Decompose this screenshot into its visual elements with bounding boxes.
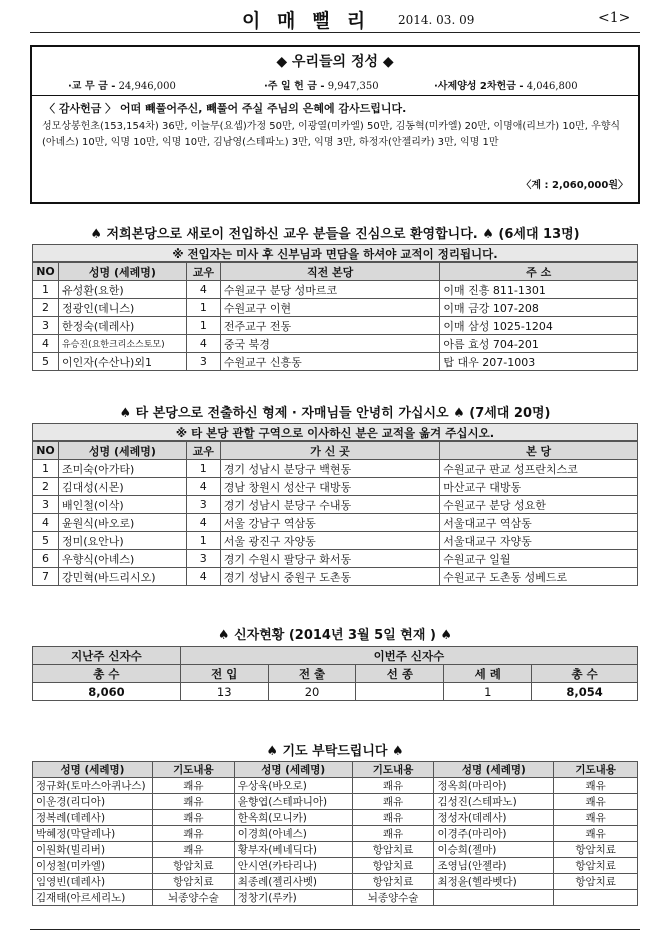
table-row: [33, 810, 638, 826]
donor-list: 성모상봉헌초(153,154차) 36만, 이늘무(요셉)가정 50만, 이광열(미카엘) 50만, 김동혁(미카엘) 20만, 이명애(리브가) 10만, 우향식(아녜스) 10만, 익명 10만, 익명 10만, 김남영(스테파노) 3만, 익명 3만, 하정자(안젤리카) 3만, 익명 1만: [42, 121, 621, 148]
column-header: 성명 (세례명): [33, 762, 153, 778]
table-cell: 쾌유: [554, 794, 638, 810]
table-cell: 1: [33, 460, 59, 478]
table-cell: 아름 효성 704-201: [440, 335, 638, 353]
column-header: 성명 (세례명): [434, 762, 554, 778]
table-cell: 쾌유: [352, 810, 434, 826]
table-cell: 1: [186, 299, 220, 317]
table-cell: 정성자(데레사): [434, 810, 554, 826]
table-cell: 박혜정(막달레나): [33, 826, 153, 842]
column-header: 세 례: [444, 665, 532, 683]
table-row: [33, 778, 638, 794]
table-cell: 임영빈(데레사): [33, 874, 153, 890]
page-number: <1>: [598, 10, 631, 26]
table-cell: 수원교구 일월: [440, 550, 638, 568]
table-cell: 쾌유: [152, 826, 234, 842]
table-cell: 항암치료: [152, 858, 234, 874]
table-row: [33, 478, 638, 496]
welcome-title: ♠ 저희본당으로 새로이 전입하신 교우 분들을 진심으로 환영합니다. ♠ (6세대 13명): [90, 227, 580, 242]
column-header: 총 수: [532, 665, 638, 683]
table-cell: 4: [186, 568, 220, 586]
column-header: 기도내용: [554, 762, 638, 778]
last-week-label: 지난주 신자수: [33, 647, 181, 665]
table-cell: 정창기(루카): [234, 890, 352, 906]
offering-label: ·주 일 헌 금 -: [264, 81, 325, 92]
table-cell: 4: [186, 514, 220, 532]
column-header: 본 당: [440, 442, 638, 460]
table-cell: 1: [186, 460, 220, 478]
column-header: 전 입: [180, 665, 268, 683]
table-cell: 전주교구 전동: [220, 317, 440, 335]
table-cell: 수원교구 판교 성프란치스코: [440, 460, 638, 478]
table-row: [33, 794, 638, 810]
table-cell: 이매 삼성 1025-1204: [440, 317, 638, 335]
table-cell: 5: [33, 353, 59, 371]
table-cell: 3: [186, 353, 220, 371]
column-header: 가 신 곳: [220, 442, 440, 460]
table-cell: 최종례(젤리사벳): [234, 874, 352, 890]
transfer-title: ♠ 타 본당으로 전출하신 형제 · 자매님들 안녕히 가십시오 ♠ (7세대 20명): [119, 406, 551, 421]
transfer-note: ※ 타 본당 관할 구역으로 이사하신 분은 교적을 옮겨 주십시오.: [32, 423, 638, 441]
table-cell: 쾌유: [352, 826, 434, 842]
column-header: 성명 (세례명): [58, 442, 186, 460]
table-row: [33, 353, 638, 371]
table-cell: 김성진(스테파노): [434, 794, 554, 810]
table-row: [33, 281, 638, 299]
welcome-note: ※ 전입자는 미사 후 신부님과 면담을 하셔야 교적이 정리됩니다.: [32, 244, 638, 262]
table-row: [33, 550, 638, 568]
table-cell: 4: [33, 335, 59, 353]
table-cell: 수원교구 신흥동: [220, 353, 440, 371]
table-cell: 탑 대우 207-1003: [440, 353, 638, 371]
offering-label: ·교 무 금 -: [68, 81, 116, 92]
believers-table: [32, 646, 638, 701]
table-row: [33, 496, 638, 514]
table-cell: 수원교구 분당 성마르코: [220, 281, 440, 299]
table-cell: 경남 창원시 성산구 대방동: [220, 478, 440, 496]
column-header: NO: [33, 442, 59, 460]
table-cell: 조영님(안젤라): [434, 858, 554, 874]
table-cell: 수원교구 이현: [220, 299, 440, 317]
offering-value: 4,046,800: [526, 81, 578, 92]
newsletter-title: 이 매 뻘 리: [242, 10, 371, 32]
column-header: NO: [33, 263, 59, 281]
table-cell: 쾌유: [152, 810, 234, 826]
table-row: [33, 842, 638, 858]
thanks-total: 〈계 : 2,060,000원〉: [521, 180, 628, 191]
table-cell: 서울 강남구 역삼동: [220, 514, 440, 532]
table-cell: 이경희(아녜스): [234, 826, 352, 842]
table-cell: [554, 890, 638, 906]
table-cell: 한옥희(모니카): [234, 810, 352, 826]
table-cell: 조미숙(아가타): [58, 460, 186, 478]
table-cell: 항암치료: [352, 842, 434, 858]
column-header: 성명 (세례명): [58, 263, 186, 281]
table-cell: 이원화(빌리버): [33, 842, 153, 858]
table-cell: 2: [33, 478, 59, 496]
offering-box: [30, 45, 640, 204]
table-cell: 항암치료: [554, 842, 638, 858]
table-cell: 김대성(시몬): [58, 478, 186, 496]
table-cell: 5: [33, 532, 59, 550]
table-cell: 뇌종양수술: [352, 890, 434, 906]
table-cell: 강민혁(바드리시오): [58, 568, 186, 586]
table-cell: 경기 수원시 팔당구 화서동: [220, 550, 440, 568]
table-cell: 1: [186, 317, 220, 335]
table-row: [33, 335, 638, 353]
stat-value: 20: [268, 683, 356, 701]
table-cell: 우향식(아녜스): [58, 550, 186, 568]
table-cell: 이경주(마리아): [434, 826, 554, 842]
table-cell: 정규화(토마스아퀴나스): [33, 778, 153, 794]
thanks-section: [32, 95, 638, 191]
column-header: 기도내용: [152, 762, 234, 778]
table-cell: 쾌유: [352, 794, 434, 810]
table-cell: 이성철(미카엘): [33, 858, 153, 874]
table-cell: 7: [33, 568, 59, 586]
table-cell: 4: [186, 281, 220, 299]
column-header: 전 출: [268, 665, 356, 683]
table-cell: 수원교구 도촌동 성베드로: [440, 568, 638, 586]
table-cell: 쾌유: [554, 810, 638, 826]
table-cell: 3: [186, 550, 220, 568]
table-cell: 황부자(베네딕다): [234, 842, 352, 858]
table-cell: 중국 북경: [220, 335, 440, 353]
table-cell: 유성환(요한): [58, 281, 186, 299]
table-cell: 수원교구 분당 성요한: [440, 496, 638, 514]
table-cell: 이운경(리디아): [33, 794, 153, 810]
thanks-line: 〈 감사헌금 〉 어떠 빼풀어주신, 빼풀어 주실 주님의 은혜에 감사드립니다.: [44, 102, 407, 115]
newsletter-header: [30, 4, 640, 32]
table-cell: 1: [33, 281, 59, 299]
table-cell: 쾌유: [152, 842, 234, 858]
table-cell: 3: [186, 496, 220, 514]
table-row: [33, 460, 638, 478]
table-row: [33, 532, 638, 550]
table-row: [33, 299, 638, 317]
table-cell: 쾌유: [152, 794, 234, 810]
table-cell: [434, 890, 554, 906]
column-header: 주 소: [440, 263, 638, 281]
table-row: [33, 874, 638, 890]
table-row: [33, 568, 638, 586]
table-cell: 6: [33, 550, 59, 568]
table-cell: 항암치료: [352, 874, 434, 890]
table-cell: 서울대교구 역삼동: [440, 514, 638, 532]
table-cell: 최정윤(헬라벳다): [434, 874, 554, 890]
this-week-label: 이번주 신자수: [180, 647, 637, 665]
prayer-table: [32, 761, 638, 906]
welcome-table: [32, 262, 638, 371]
table-row: [33, 317, 638, 335]
table-cell: 서울대교구 자양동: [440, 532, 638, 550]
total-label: 총 수: [33, 665, 181, 683]
table-cell: 쾌유: [152, 778, 234, 794]
table-cell: 1: [186, 532, 220, 550]
table-cell: 안시연(카타리나): [234, 858, 352, 874]
table-row: [33, 826, 638, 842]
table-cell: 4: [186, 335, 220, 353]
column-header: 직전 본당: [220, 263, 440, 281]
table-cell: 경기 성남시 분당구 백현동: [220, 460, 440, 478]
believers-title: ♠ 신자현황 (2014년 3월 5일 현재 ) ♠: [217, 628, 453, 643]
column-header: 성명 (세례명): [234, 762, 352, 778]
table-row: [33, 858, 638, 874]
stat-value: 1: [444, 683, 532, 701]
table-cell: 정옥희(마리아): [434, 778, 554, 794]
table-cell: 항암치료: [554, 874, 638, 890]
table-cell: 쾌유: [554, 826, 638, 842]
table-cell: 윤향엽(스테파니아): [234, 794, 352, 810]
table-cell: 김재태(아르세리노): [33, 890, 153, 906]
table-cell: 이승희(젤마): [434, 842, 554, 858]
footer-rule: [30, 929, 640, 930]
table-cell: 이인자(수산나)외1: [58, 353, 186, 371]
table-cell: 정광인(데니스): [58, 299, 186, 317]
table-row: [33, 514, 638, 532]
table-cell: 쾌유: [554, 778, 638, 794]
offering-label: ·사제양성 2차헌금 -: [434, 81, 524, 92]
table-cell: 4: [186, 478, 220, 496]
table-cell: 3: [33, 317, 59, 335]
offering-value: 24,946,000: [118, 81, 176, 92]
table-cell: 정미(요안나): [58, 532, 186, 550]
table-cell: 뇌종양수술: [152, 890, 234, 906]
table-cell: 항암치료: [152, 874, 234, 890]
stat-value: 13: [180, 683, 268, 701]
table-cell: 이매 진흥 811-1301: [440, 281, 638, 299]
column-header: 기도내용: [352, 762, 434, 778]
table-cell: 항암치료: [554, 858, 638, 874]
last-week-total: 8,060: [33, 683, 181, 701]
column-header: 교우: [186, 442, 220, 460]
table-cell: 항암치료: [352, 858, 434, 874]
column-header: 교우: [186, 263, 220, 281]
table-cell: 배인철(이삭): [58, 496, 186, 514]
stat-value: [356, 683, 444, 701]
table-row: [33, 890, 638, 906]
table-cell: 2: [33, 299, 59, 317]
table-cell: 이매 금강 107-208: [440, 299, 638, 317]
table-cell: 우상욱(바오로): [234, 778, 352, 794]
offering-value: 9,947,350: [327, 81, 379, 92]
table-cell: 경기 성남시 분당구 수내동: [220, 496, 440, 514]
table-cell: 경기 성남시 중원구 도촌동: [220, 568, 440, 586]
table-cell: 서울 광진구 자양동: [220, 532, 440, 550]
transfer-table: [32, 441, 638, 586]
offering-heading: ◆ 우리들의 정성 ◆: [276, 54, 394, 70]
header-rule: [30, 32, 640, 33]
table-cell: 유승진(요한크리소스토모): [58, 335, 186, 353]
table-cell: 마산교구 대방동: [440, 478, 638, 496]
table-cell: 3: [33, 496, 59, 514]
table-cell: 정복례(데레사): [33, 810, 153, 826]
table-cell: 윤원식(바오로): [58, 514, 186, 532]
table-cell: 한정숙(데레사): [58, 317, 186, 335]
issue-date: 2014. 03. 09: [398, 13, 475, 27]
column-header: 선 종: [356, 665, 444, 683]
table-cell: 쾌유: [352, 778, 434, 794]
prayer-title: ♠ 기도 부탁드립니다 ♠: [266, 744, 404, 759]
stat-value: 8,054: [532, 683, 638, 701]
table-cell: 4: [33, 514, 59, 532]
